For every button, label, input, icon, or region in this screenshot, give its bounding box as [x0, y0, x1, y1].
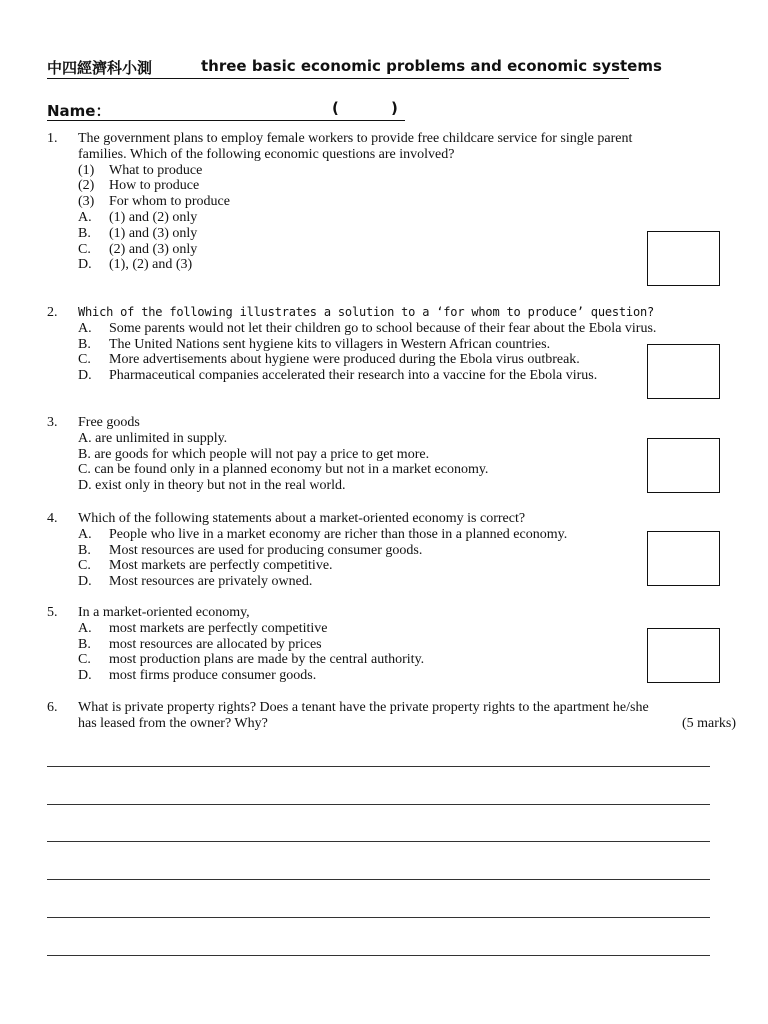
- question-stem: Which of the following illustrates a solution to a ‘for whom to produce’ question?: [78, 305, 655, 319]
- option-text: (1), (2) and (3): [109, 257, 193, 273]
- question-2: [47, 305, 747, 384]
- title-english: three basic economic problems and economic systems: [201, 57, 662, 75]
- option-label: (1): [78, 162, 95, 178]
- option-label: C.: [78, 241, 91, 257]
- option-label: B.: [78, 542, 91, 558]
- question-number: 5.: [47, 605, 58, 620]
- answer-box-q2[interactable]: [647, 344, 720, 399]
- option-text: People who live in a market economy are richer than those in a planned economy.: [109, 526, 568, 542]
- option-label: B.: [78, 636, 91, 652]
- question-3: [47, 415, 747, 494]
- option-text: More advertisements about hygiene were produced during the Ebola virus outbreak.: [109, 352, 580, 368]
- answer-writing-line[interactable]: [47, 955, 710, 956]
- option-text: For whom to produce: [109, 194, 230, 210]
- option-text: most markets are perfectly competitive: [109, 620, 328, 636]
- option-label: A.: [78, 620, 92, 636]
- option-label: B.: [78, 336, 91, 352]
- answer-writing-line[interactable]: [47, 804, 710, 805]
- answer-writing-line[interactable]: [47, 879, 710, 880]
- question-stem: Free goods: [78, 415, 140, 430]
- answer-box-q4[interactable]: [647, 531, 720, 586]
- class-number-open-paren: (: [332, 99, 339, 117]
- option-label: D.: [78, 668, 92, 684]
- option-text: (1) and (3) only: [109, 225, 198, 241]
- option-label: C.: [78, 652, 91, 668]
- answer-box-q5[interactable]: [647, 628, 720, 683]
- option-text: D. exist only in theory but not in the real world.: [78, 478, 346, 494]
- question-stem: families. Which of the following economic questions are involved?: [78, 146, 455, 162]
- question-1: [47, 131, 747, 273]
- option-label: (2): [78, 178, 95, 194]
- option-label: D.: [78, 368, 92, 384]
- option-text: The United Nations sent hygiene kits to villagers in Western African countries.: [109, 336, 551, 352]
- name-label: Name：: [47, 102, 111, 120]
- option-text: Some parents would not let their children go to school because of their fear about the Ebola virus.: [109, 320, 657, 336]
- worksheet-title: [47, 56, 662, 79]
- marks-label: (5 marks): [682, 715, 737, 731]
- option-text: most production plans are made by the central authority.: [109, 652, 425, 668]
- option-text: (1) and (2) only: [109, 209, 198, 225]
- option-label: A.: [78, 320, 92, 336]
- question-stem: Which of the following statements about a market-oriented economy is correct?: [78, 511, 526, 526]
- option-text: How to produce: [109, 178, 200, 194]
- option-label: C.: [78, 352, 91, 368]
- question-stem: In a market-oriented economy,: [78, 605, 250, 620]
- option-label: B.: [78, 225, 91, 241]
- answer-writing-line[interactable]: [47, 917, 710, 918]
- option-text: Most markets are perfectly competitive.: [109, 558, 333, 574]
- name-field[interactable]: [47, 99, 405, 121]
- question-number: 6.: [47, 700, 58, 715]
- option-text: What to produce: [109, 162, 203, 178]
- option-text: (2) and (3) only: [109, 241, 198, 257]
- title-chinese: 中四經濟科小測: [47, 59, 153, 77]
- option-text: C. can be found only in a planned economy but not in a market economy.: [78, 462, 489, 478]
- option-label: D.: [78, 257, 92, 273]
- answer-writing-line[interactable]: [47, 766, 710, 767]
- option-text: most resources are allocated by prices: [109, 636, 322, 652]
- option-text: most firms produce consumer goods.: [109, 668, 317, 684]
- question-4: [47, 511, 747, 590]
- option-label: C.: [78, 558, 91, 574]
- answer-box-q3[interactable]: [647, 438, 720, 493]
- class-number-close-paren: ): [391, 99, 398, 117]
- question-stem: has leased from the owner? Why?: [78, 715, 268, 731]
- question-number: 4.: [47, 511, 58, 526]
- option-label: A.: [78, 526, 92, 542]
- answer-box-q1[interactable]: [647, 231, 720, 286]
- question-number: 1.: [47, 131, 58, 146]
- question-number: 2.: [47, 305, 58, 320]
- question-stem: The government plans to employ female workers to provide free childcare service for single parent: [78, 131, 633, 146]
- option-text: Pharmaceutical companies accelerated their research into a vaccine for the Ebola virus.: [109, 368, 598, 384]
- option-text: B. are goods for which people will not pay a price to get more.: [78, 446, 430, 462]
- option-label: A.: [78, 209, 92, 225]
- question-stem: What is private property rights? Does a tenant have the private property rights to the apartment he/she: [78, 700, 649, 715]
- option-text: A. are unlimited in supply.: [78, 430, 228, 446]
- option-label: (3): [78, 194, 95, 210]
- question-6: [47, 700, 747, 732]
- answer-writing-line[interactable]: [47, 841, 710, 842]
- question-5: [47, 605, 747, 684]
- option-text: Most resources are used for producing consumer goods.: [109, 542, 423, 558]
- option-label: D.: [78, 574, 92, 590]
- question-number: 3.: [47, 415, 58, 430]
- option-text: Most resources are privately owned.: [109, 574, 313, 590]
